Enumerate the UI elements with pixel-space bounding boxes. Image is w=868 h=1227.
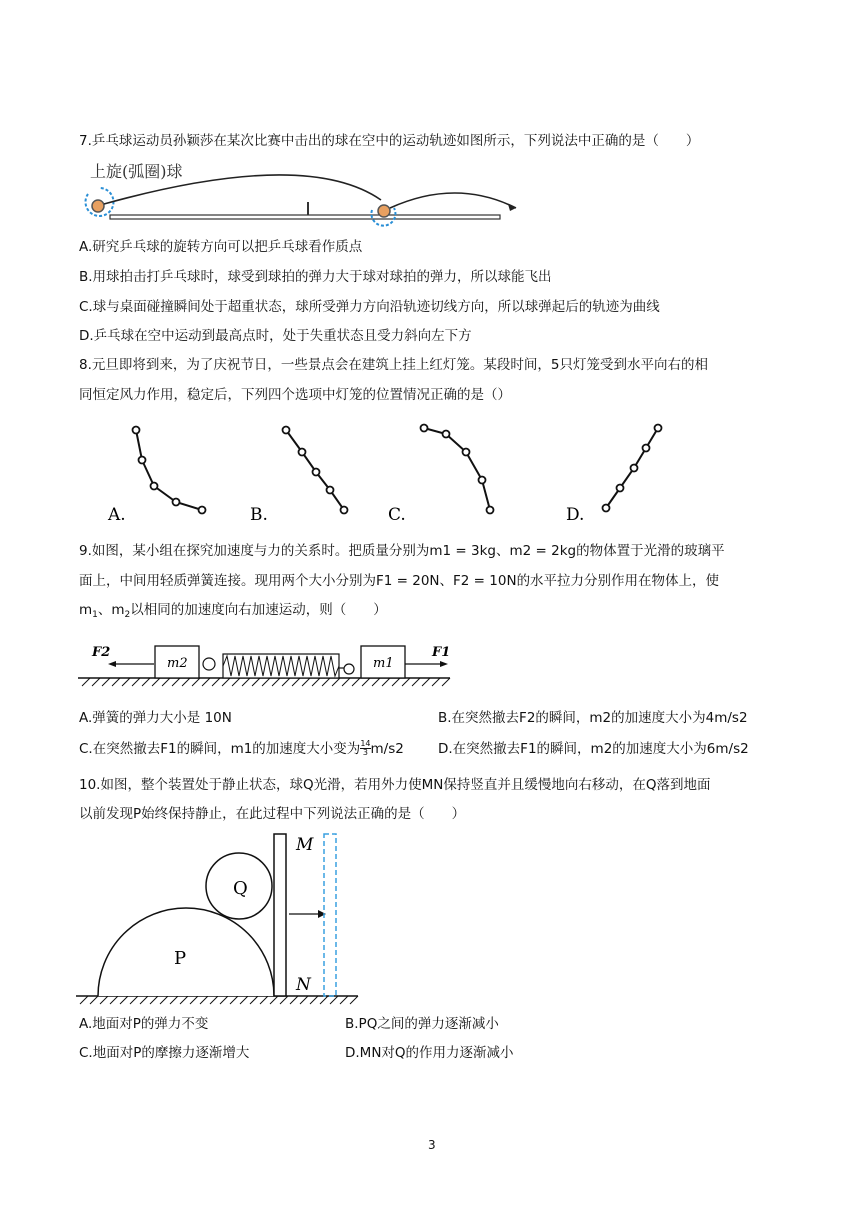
q10-option-a: A.地面对P的弹力不变: [79, 1016, 209, 1032]
q7-option-a: A.研究乒乓球的旋转方向可以把乒乓球看作质点: [79, 239, 363, 255]
q8-stem-line2: 同恒定风力作用，稳定后，下列四个选项中灯笼的位置情况正确的是（）: [79, 387, 511, 403]
page-number: 3: [428, 1138, 436, 1152]
q9-option-a: A.弹簧的弹力大小是 10N: [79, 710, 232, 726]
q8-label-b: B.: [250, 505, 268, 525]
q9-m1-eq: m1 = 3kg: [429, 543, 497, 559]
q9-fig-m1: m1: [373, 656, 394, 671]
q8-lantern-figure: [90, 418, 710, 530]
q9-f1-eq: F1 = 20N: [376, 573, 440, 589]
ball-start-icon: [92, 200, 104, 212]
q10-board-mn: [274, 834, 286, 996]
q9-f2-eq: F2 = 10N: [453, 573, 517, 589]
q7-option-c: C.球与桌面碰撞瞬间处于超重状态，球所受弹力方向沿轨迹切线方向，所以球弹起后的轨迹为曲线: [79, 299, 660, 315]
q10-sphere-wall-figure: [76, 828, 366, 1008]
q7-option-d: D.乒乓球在空中运动到最高点时，处于失重状态且受力斜向左下方: [79, 328, 472, 344]
q9-option-c: C.在突然撤去F1的瞬间，m1的加速度大小变为 $\frac{14}{3}$ m/s2: [79, 739, 404, 757]
q8-label-c: C.: [388, 505, 406, 525]
q9-fig-f2: F2: [92, 645, 111, 660]
q9-fig-m2: m2: [167, 656, 188, 671]
q10-board-new-position: [324, 834, 336, 996]
q10-fig-m: M: [296, 835, 314, 855]
q9-option-c-fraction: $\frac{14}{3}$: [360, 739, 371, 757]
q8-label-a: A.: [108, 505, 126, 525]
q7-stem: 7.乒乓球运动员孙颖莎在某次比赛中击出的球在空中的运动轨迹如图所示，下列说法中正确的是（ ）: [79, 133, 700, 149]
q7-option-b: B.用球拍击打乒乓球时，球受到球拍的弹力大于球对球拍的弹力，所以球能飞出: [79, 269, 552, 285]
q10-option-c: C.地面对P的摩擦力逐渐增大: [79, 1045, 250, 1061]
q7-table-tennis-figure: [76, 158, 526, 228]
q10-fig-p: P: [174, 948, 187, 969]
q10-stem-line1: 10.如图，整个装置处于静止状态，球Q光滑，若用外力使MN保持竖直并且缓慢地向右移动，在Q落到地面: [79, 777, 711, 793]
q9-m2-eq: m2 = 2kg: [509, 543, 577, 559]
q8-label-d: D.: [566, 505, 585, 525]
q10-fig-q: Q: [233, 878, 248, 899]
q8-stem-line1: 8.元旦即将到来，为了庆祝节日，一些景点会在建筑上挂上红灯笼。某段时间，5只灯笼受到水平向右的相: [79, 357, 708, 373]
q9-stem-line1: 9.如图，某小组在探究加速度与力的关系时。把质量分别为m1 = 3kg、m2 = 2kg的物体置于光滑的玻璃平: [79, 543, 725, 559]
q7-figure-label: 上旋(弧圈)球: [90, 162, 183, 181]
ball-bounce-icon: [378, 205, 390, 217]
q9-stem-line2: 面上，中间用轻质弹簧连接。现用两个大小分别为F1 = 20N、F2 = 10N的水平拉力分别作用在物体上，使: [79, 573, 720, 589]
q9-stem-line3: $m_1$、$m_2$以相同的加速度向右加速运动，则（ ）: [79, 602, 387, 620]
q9-fig-f1: F1: [432, 645, 451, 660]
q9-option-d: D.在突然撤去F1的瞬间，m2的加速度大小为6m/s2: [438, 741, 749, 757]
q10-stem-line2: 以前发现P始终保持静止，在此过程中下列说法正确的是（ ）: [79, 806, 466, 822]
q10-option-d: D.MN对Q的作用力逐渐减小: [345, 1045, 514, 1061]
q10-fig-n: N: [296, 975, 311, 995]
q9-option-b: B.在突然撤去F2的瞬间，m2的加速度大小为4m/s2: [438, 710, 748, 726]
q10-option-b: B.PQ之间的弹力逐渐减小: [345, 1016, 499, 1032]
q9-spring-figure: [78, 636, 458, 692]
